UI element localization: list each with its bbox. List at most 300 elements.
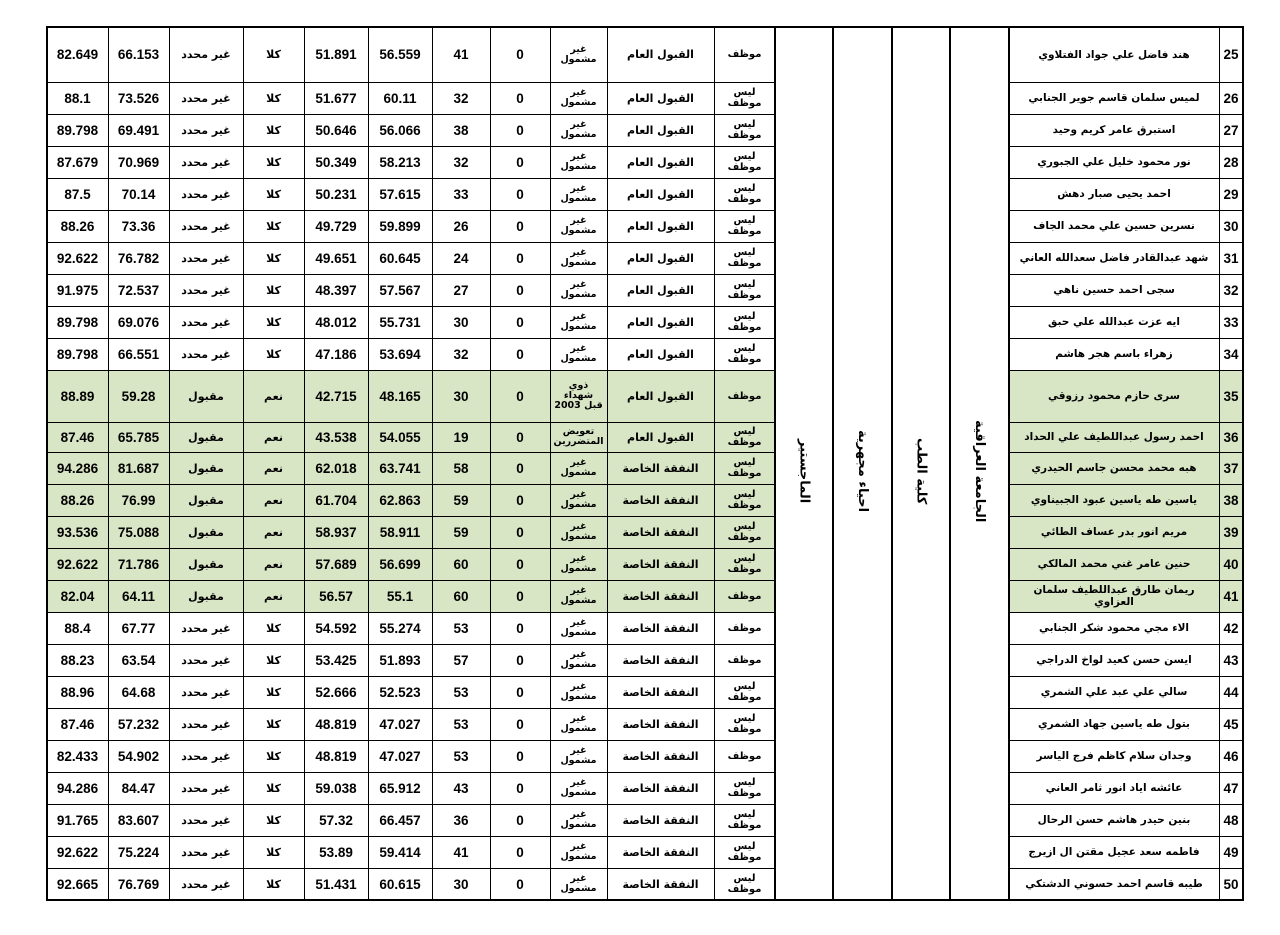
- serial-number-cell: 42: [1223, 620, 1239, 636]
- bonus-cell: 0: [516, 780, 524, 796]
- coverage-cell: غير مشمول: [560, 649, 597, 670]
- status-cell: غير محدد: [181, 653, 231, 667]
- final-score-cell: 94.286: [56, 780, 99, 796]
- grid-line: [47, 516, 775, 517]
- gpa-cell: 57.615: [379, 186, 421, 202]
- gpa-cell: 65.912: [379, 780, 421, 796]
- gpa-cell: 57.567: [379, 282, 421, 298]
- admission-channel-cell: النفقة الخاصة: [622, 813, 699, 827]
- grid-line: [47, 740, 775, 741]
- bonus-cell: 0: [516, 748, 524, 764]
- coverage-cell: غير مشمول: [560, 489, 597, 510]
- score-a-cell: 58.937: [315, 524, 357, 540]
- accepted-flag-cell: كلا: [266, 813, 281, 827]
- coverage-cell: غير مشمول: [560, 745, 597, 766]
- employment-status-cell: ليس موظف: [727, 426, 762, 448]
- score-a-cell: 57.32: [319, 812, 353, 828]
- score-a-cell: 50.349: [315, 154, 357, 170]
- seniority-cell: 36: [453, 812, 469, 828]
- status-cell: غير محدد: [181, 845, 231, 859]
- serial-number-cell: 47: [1223, 780, 1239, 796]
- seniority-cell: 41: [453, 47, 469, 62]
- coverage-cell: غير مشمول: [560, 841, 597, 862]
- bonus-cell: 0: [516, 588, 524, 604]
- gpa-cell: 56.066: [379, 122, 421, 138]
- final-score-cell: 92.665: [56, 876, 99, 892]
- employment-status-cell: ليس موظف: [727, 777, 762, 799]
- bonus-cell: 0: [516, 218, 524, 234]
- grid-line: [1009, 82, 1243, 83]
- seniority-cell: 33: [453, 186, 469, 202]
- serial-number-cell: 44: [1223, 684, 1239, 700]
- bonus-cell: 0: [516, 429, 524, 445]
- admission-channel-cell: النفقة الخاصة: [622, 877, 699, 891]
- coverage-cell: غير مشمول: [560, 183, 597, 204]
- grid-line: [47, 338, 775, 339]
- gpa-cell: 62.863: [379, 492, 421, 508]
- serial-number-cell: 33: [1223, 314, 1239, 330]
- bonus-cell: 0: [516, 812, 524, 828]
- serial-number-cell: 25: [1223, 47, 1239, 62]
- score-a-cell: 48.819: [315, 716, 357, 732]
- coverage-cell: غير مشمول: [560, 279, 597, 300]
- college-cell: كلية الطب: [913, 437, 929, 505]
- gpa-cell: 58.911: [379, 524, 421, 540]
- bonus-cell: 0: [516, 388, 524, 404]
- bonus-cell: 0: [516, 716, 524, 732]
- grid-line: [1009, 868, 1243, 869]
- serial-number-cell: 27: [1223, 122, 1239, 138]
- applicant-name-cell: وجدان سلام كاظم فرج الياسر: [1036, 750, 1192, 762]
- grid-line: [46, 26, 48, 901]
- grid-line: [47, 242, 775, 243]
- applicant-name-cell: عائشه اياد انور ثامر العاني: [1045, 782, 1183, 794]
- grid-line: [47, 178, 775, 179]
- final-score-cell: 87.46: [60, 429, 95, 445]
- bonus-cell: 0: [516, 346, 524, 362]
- grid-line: [47, 370, 775, 371]
- score-a-cell: 57.689: [315, 556, 357, 572]
- employment-status-cell: ليس موظف: [727, 151, 762, 173]
- coverage-cell: غير مشمول: [560, 311, 597, 332]
- final-score-cell: 82.649: [56, 47, 99, 62]
- coverage-cell: غير مشمول: [560, 713, 597, 734]
- grid-line: [47, 274, 775, 275]
- grid-line: [47, 772, 775, 773]
- gpa-cell: 53.694: [379, 346, 421, 362]
- grid-line: [1009, 306, 1243, 307]
- final-score-cell: 92.622: [56, 844, 99, 860]
- score-a-cell: 48.012: [315, 314, 357, 330]
- applicant-name-cell: فاطمه سعد عجيل مقتن ال ازيرج: [1028, 846, 1200, 858]
- score-a-cell: 51.431: [315, 876, 357, 892]
- serial-number-cell: 35: [1223, 388, 1239, 404]
- applicant-name-cell: ايسن حسن كعيد لواخ الدراجي: [1036, 654, 1192, 666]
- gpa-cell: 56.559: [379, 47, 421, 62]
- status-cell: غير محدد: [181, 717, 231, 731]
- grid-line: [243, 27, 244, 900]
- status-cell: مقبول: [188, 430, 224, 444]
- employment-status-cell: ليس موظف: [727, 809, 762, 831]
- grid-line: [1009, 178, 1243, 179]
- bonus-cell: 0: [516, 122, 524, 138]
- score-a-cell: 53.89: [319, 844, 353, 860]
- coverage-cell: غير مشمول: [560, 873, 597, 894]
- status-cell: غير محدد: [181, 621, 231, 635]
- gpa-cell: 55.1: [386, 588, 414, 604]
- accepted-flag-cell: كلا: [266, 781, 281, 795]
- status-cell: غير محدد: [181, 315, 231, 329]
- seniority-cell: 32: [453, 346, 469, 362]
- coverage-cell: غير مشمول: [560, 119, 597, 140]
- grid-line: [1009, 740, 1243, 741]
- accepted-flag-cell: كلا: [266, 749, 281, 763]
- grid-line: [304, 27, 305, 900]
- admission-channel-cell: القبول العام: [627, 251, 694, 265]
- seniority-cell: 60: [453, 588, 469, 604]
- score-a-cell: 59.038: [315, 780, 357, 796]
- employment-status-cell: موظف: [727, 750, 762, 762]
- degree-cell: الماجستير: [796, 438, 812, 504]
- grid-line: [47, 82, 775, 83]
- score-b-cell: 63.54: [121, 652, 156, 668]
- accepted-flag-cell: كلا: [266, 48, 281, 61]
- seniority-cell: 24: [453, 250, 469, 266]
- employment-status-cell: ليس موظف: [727, 841, 762, 863]
- employment-status-cell: موظف: [727, 390, 762, 402]
- grid-line: [47, 452, 775, 453]
- grid-line: [47, 644, 775, 645]
- grid-line: [47, 708, 775, 709]
- admission-channel-cell: النفقة الخاصة: [622, 653, 699, 667]
- admission-channel-cell: القبول العام: [627, 48, 694, 61]
- final-score-cell: 89.798: [56, 346, 99, 362]
- accepted-flag-cell: كلا: [266, 845, 281, 859]
- employment-status-cell: ليس موظف: [727, 183, 762, 205]
- admission-channel-cell: القبول العام: [627, 347, 694, 361]
- accepted-flag-cell: نعم: [264, 461, 283, 475]
- status-cell: مقبول: [188, 557, 224, 571]
- serial-number-cell: 30: [1223, 218, 1239, 234]
- applicant-name-cell: شهد عبدالقادر فاضل سعدالله العاني: [1019, 252, 1209, 264]
- score-a-cell: 48.397: [315, 282, 357, 298]
- department-cell: احياء مجهرية: [855, 429, 870, 513]
- accepted-flag-cell: كلا: [266, 347, 281, 361]
- grid-line: [1242, 26, 1244, 901]
- grid-line: [1009, 899, 1243, 901]
- final-score-cell: 91.765: [56, 812, 99, 828]
- status-cell: غير محدد: [181, 347, 231, 361]
- accepted-flag-cell: كلا: [266, 315, 281, 329]
- coverage-cell: غير مشمول: [560, 553, 597, 574]
- final-score-cell: 87.46: [60, 716, 95, 732]
- serial-number-cell: 31: [1223, 250, 1239, 266]
- employment-status-cell: موظف: [727, 49, 762, 60]
- score-a-cell: 56.57: [319, 588, 353, 604]
- final-score-cell: 91.975: [56, 282, 99, 298]
- bonus-cell: 0: [516, 154, 524, 170]
- coverage-cell: غير مشمول: [560, 681, 597, 702]
- serial-number-cell: 40: [1223, 556, 1239, 572]
- status-cell: غير محدد: [181, 781, 231, 795]
- seniority-cell: 26: [453, 218, 469, 234]
- status-cell: غير محدد: [181, 685, 231, 699]
- employment-status-cell: موظف: [727, 590, 762, 602]
- final-score-cell: 87.5: [64, 186, 91, 202]
- bonus-cell: 0: [516, 844, 524, 860]
- bonus-cell: 0: [516, 460, 524, 476]
- grid-line: [1009, 708, 1243, 709]
- status-cell: غير محدد: [181, 123, 231, 137]
- gpa-cell: 55.731: [379, 314, 421, 330]
- accepted-flag-cell: نعم: [264, 525, 283, 539]
- gpa-cell: 54.055: [379, 429, 421, 445]
- coverage-cell: غير مشمول: [560, 215, 597, 236]
- admission-channel-cell: النفقة الخاصة: [622, 589, 699, 603]
- score-b-cell: 81.687: [117, 460, 160, 476]
- admission-channel-cell: القبول العام: [627, 91, 694, 105]
- admission-channel-cell: النفقة الخاصة: [622, 749, 699, 763]
- status-cell: غير محدد: [181, 187, 231, 201]
- serial-number-cell: 46: [1223, 748, 1239, 764]
- bonus-cell: 0: [516, 250, 524, 266]
- score-b-cell: 76.99: [121, 492, 156, 508]
- seniority-cell: 53: [453, 620, 469, 636]
- final-score-cell: 88.96: [60, 684, 95, 700]
- admission-channel-cell: النفقة الخاصة: [622, 717, 699, 731]
- admission-channel-cell: النفقة الخاصة: [622, 493, 699, 507]
- admission-channel-cell: النفقة الخاصة: [622, 685, 699, 699]
- accepted-flag-cell: كلا: [266, 685, 281, 699]
- final-score-cell: 88.23: [60, 652, 95, 668]
- applicant-name-cell: هبه محمد محسن جاسم الحيدري: [1031, 462, 1197, 474]
- seniority-cell: 58: [453, 460, 469, 476]
- grid-line: [432, 27, 433, 900]
- final-score-cell: 82.04: [60, 588, 95, 604]
- accepted-flag-cell: كلا: [266, 155, 281, 169]
- applicant-name-cell: نسرين حسين علي محمد الجاف: [1033, 220, 1195, 232]
- applicant-name-cell: استبرق عامر كريم وحيد: [1052, 124, 1176, 136]
- final-score-cell: 92.622: [56, 250, 99, 266]
- score-a-cell: 50.646: [315, 122, 357, 138]
- status-cell: مقبول: [188, 461, 224, 475]
- grid-line: [1009, 114, 1243, 115]
- gpa-cell: 55.274: [379, 620, 421, 636]
- seniority-cell: 27: [453, 282, 469, 298]
- bonus-cell: 0: [516, 524, 524, 540]
- final-score-cell: 87.679: [56, 154, 99, 170]
- grid-line: [47, 676, 775, 677]
- accepted-flag-cell: نعم: [264, 493, 283, 507]
- score-b-cell: 66.551: [117, 346, 160, 362]
- score-a-cell: 43.538: [315, 429, 357, 445]
- score-b-cell: 70.14: [121, 186, 156, 202]
- final-score-cell: 93.536: [56, 524, 99, 540]
- gpa-cell: 60.11: [383, 90, 417, 106]
- employment-status-cell: ليس موظف: [727, 457, 762, 479]
- admission-channel-cell: القبول العام: [627, 283, 694, 297]
- employment-status-cell: موظف: [727, 622, 762, 634]
- seniority-cell: 30: [453, 876, 469, 892]
- applicant-name-cell: سرى حازم محمود رزوقي: [1048, 390, 1180, 402]
- employment-status-cell: ليس موظف: [727, 489, 762, 511]
- grid-line: [1009, 146, 1243, 147]
- grid-line: [550, 27, 551, 900]
- final-score-cell: 89.798: [56, 122, 99, 138]
- seniority-cell: 19: [453, 429, 469, 445]
- score-b-cell: 64.68: [121, 684, 156, 700]
- status-cell: غير محدد: [181, 219, 231, 233]
- applicant-name-cell: سالي علي عبد علي الشمري: [1040, 686, 1188, 698]
- accepted-flag-cell: كلا: [266, 653, 281, 667]
- serial-number-cell: 41: [1223, 588, 1239, 604]
- grid-line: [1009, 804, 1243, 805]
- final-score-cell: 88.26: [60, 218, 95, 234]
- applicant-name-cell: احمد يحيى صبار دهش: [1057, 188, 1171, 200]
- employment-status-cell: ليس موظف: [727, 311, 762, 333]
- score-a-cell: 51.677: [315, 90, 357, 106]
- score-a-cell: 48.819: [315, 748, 357, 764]
- seniority-cell: 60: [453, 556, 469, 572]
- grid-line: [47, 836, 775, 837]
- bonus-cell: 0: [516, 314, 524, 330]
- serial-number-cell: 34: [1223, 346, 1239, 362]
- seniority-cell: 53: [453, 684, 469, 700]
- applicant-name-cell: ايه عزت عبدالله علي حبق: [1048, 316, 1180, 328]
- coverage-cell: غير مشمول: [560, 809, 597, 830]
- grid-line: [169, 27, 170, 900]
- employment-status-cell: ليس موظف: [727, 713, 762, 735]
- gpa-cell: 66.457: [379, 812, 421, 828]
- score-b-cell: 84.47: [121, 780, 156, 796]
- serial-number-cell: 29: [1223, 186, 1239, 202]
- score-b-cell: 83.607: [117, 812, 160, 828]
- employment-status-cell: ليس موظف: [727, 119, 762, 141]
- grid-line: [1009, 338, 1243, 339]
- accepted-flag-cell: كلا: [266, 283, 281, 297]
- final-score-cell: 92.622: [56, 556, 99, 572]
- serial-number-cell: 32: [1223, 282, 1239, 298]
- accepted-flag-cell: نعم: [264, 589, 283, 603]
- status-cell: غير محدد: [181, 155, 231, 169]
- bonus-cell: 0: [516, 186, 524, 202]
- grid-line: [1009, 644, 1243, 645]
- score-b-cell: 72.537: [117, 282, 160, 298]
- admission-channel-cell: النفقة الخاصة: [622, 781, 699, 795]
- gpa-cell: 52.523: [379, 684, 421, 700]
- grid-line: [47, 210, 775, 211]
- employment-status-cell: ليس موظف: [727, 521, 762, 543]
- employment-status-cell: ليس موظف: [727, 553, 762, 575]
- bonus-cell: 0: [516, 282, 524, 298]
- accepted-flag-cell: كلا: [266, 251, 281, 265]
- status-cell: مقبول: [188, 589, 224, 603]
- accepted-flag-cell: نعم: [264, 557, 283, 571]
- applicant-name-cell: لميس سلمان قاسم جوير الجنابي: [1028, 92, 1200, 104]
- grid-line: [714, 27, 715, 900]
- final-score-cell: 94.286: [56, 460, 99, 476]
- applicant-name-cell: ياسين طه ياسين عبود الجبيناوي: [1030, 494, 1198, 506]
- accepted-flag-cell: كلا: [266, 187, 281, 201]
- applicant-name-cell: الاء مجي محمود شكر الجنابي: [1038, 622, 1190, 634]
- grid-line: [1009, 210, 1243, 211]
- grid-line: [490, 27, 491, 900]
- admission-channel-cell: النفقة الخاصة: [622, 557, 699, 571]
- status-cell: غير محدد: [181, 251, 231, 265]
- gpa-cell: 51.893: [379, 652, 421, 668]
- applicant-name-cell: هند فاضل علي جواد الفتلاوي: [1038, 48, 1190, 61]
- coverage-cell: غير مشمول: [560, 457, 597, 478]
- coverage-cell: غير مشمول: [560, 87, 597, 108]
- serial-number-cell: 28: [1223, 154, 1239, 170]
- score-b-cell: 69.491: [117, 122, 160, 138]
- grid-line: [47, 484, 775, 485]
- coverage-cell: غير مشمول: [560, 343, 597, 364]
- grid-line: [47, 612, 775, 613]
- seniority-cell: 41: [453, 844, 469, 860]
- coverage-cell: غير مشمول: [560, 777, 597, 798]
- final-score-cell: 88.4: [64, 620, 91, 636]
- bonus-cell: 0: [516, 620, 524, 636]
- status-cell: غير محدد: [181, 877, 231, 891]
- grid-line: [1009, 612, 1243, 613]
- bonus-cell: 0: [516, 492, 524, 508]
- grid-line: [47, 548, 775, 549]
- status-cell: غير محدد: [181, 91, 231, 105]
- admission-channel-cell: القبول العام: [627, 155, 694, 169]
- applicant-name-cell: احمد رسول عبداللطيف علي الحداد: [1024, 431, 1204, 443]
- seniority-cell: 53: [453, 716, 469, 732]
- employment-status-cell: ليس موظف: [727, 215, 762, 237]
- seniority-cell: 38: [453, 122, 469, 138]
- grid-line: [1009, 548, 1243, 549]
- grid-line: [1009, 676, 1243, 677]
- bonus-cell: 0: [516, 684, 524, 700]
- applicant-name-cell: زهراء باسم هجر هاشم: [1055, 348, 1173, 360]
- serial-number-cell: 49: [1223, 844, 1239, 860]
- grid-line: [1009, 242, 1243, 243]
- admission-channel-cell: القبول العام: [627, 430, 694, 444]
- score-b-cell: 73.36: [121, 218, 156, 234]
- bonus-cell: 0: [516, 90, 524, 106]
- employment-status-cell: ليس موظف: [727, 279, 762, 301]
- grid-line: [1009, 370, 1243, 371]
- serial-number-cell: 50: [1223, 876, 1239, 892]
- score-b-cell: 73.526: [117, 90, 160, 106]
- score-b-cell: 71.786: [117, 556, 160, 572]
- score-a-cell: 52.666: [315, 684, 357, 700]
- grid-line: [1009, 836, 1243, 837]
- grid-line: [47, 306, 775, 307]
- seniority-cell: 30: [453, 314, 469, 330]
- gpa-cell: 56.699: [379, 556, 421, 572]
- grid-line: [47, 422, 775, 423]
- accepted-flag-cell: نعم: [264, 430, 283, 444]
- applicant-name-cell: بنين حيدر هاشم حسن الرحال: [1037, 814, 1191, 826]
- score-a-cell: 50.231: [315, 186, 357, 202]
- score-a-cell: 49.651: [315, 250, 357, 266]
- bonus-cell: 0: [516, 652, 524, 668]
- serial-number-cell: 37: [1223, 460, 1239, 476]
- seniority-cell: 53: [453, 748, 469, 764]
- score-b-cell: 75.224: [117, 844, 160, 860]
- seniority-cell: 59: [453, 492, 469, 508]
- applicant-name-cell: حنين عامر غني محمد المالكي: [1037, 558, 1191, 570]
- score-a-cell: 42.715: [315, 388, 357, 404]
- grid-line: [47, 26, 775, 28]
- seniority-cell: 43: [453, 780, 469, 796]
- accepted-flag-cell: كلا: [266, 123, 281, 137]
